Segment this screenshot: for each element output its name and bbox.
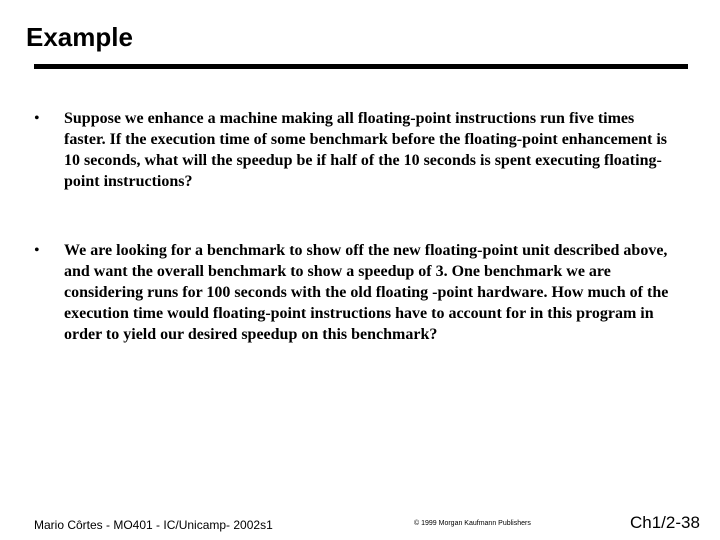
bullet-text: We are looking for a benchmark to show off the new floating-point unit described above, and want the overall benchmark to show a speedup of 3. One benchmark we are considering runs for 100 seconds with the old floating -point hardware. How much of the execution time would floating-point instructions have to account for in this program in order to yield our desired speedup on this benchmark? bbox=[64, 242, 669, 343]
bullet-marker: • bbox=[34, 242, 40, 259]
bullet-marker: • bbox=[34, 110, 40, 127]
slide-title: Example bbox=[26, 22, 133, 52]
bullet-text: Suppose we enhance a machine making all floating-point instructions run five times faster. If the execution time of some benchmark before the floating-point enhancement is 10 seconds, what will the speedup be if half of the 10 seconds is spent executing floating-point instructions? bbox=[64, 110, 668, 190]
title-divider bbox=[34, 64, 688, 69]
footer-page-number: Ch1/2-38 bbox=[630, 513, 700, 532]
footer-author: Mario Côrtes - MO401 - IC/Unicamp- 2002s1 bbox=[34, 518, 273, 532]
footer-copyright: © 1999 Morgan Kaufmann Publishers bbox=[414, 520, 531, 527]
